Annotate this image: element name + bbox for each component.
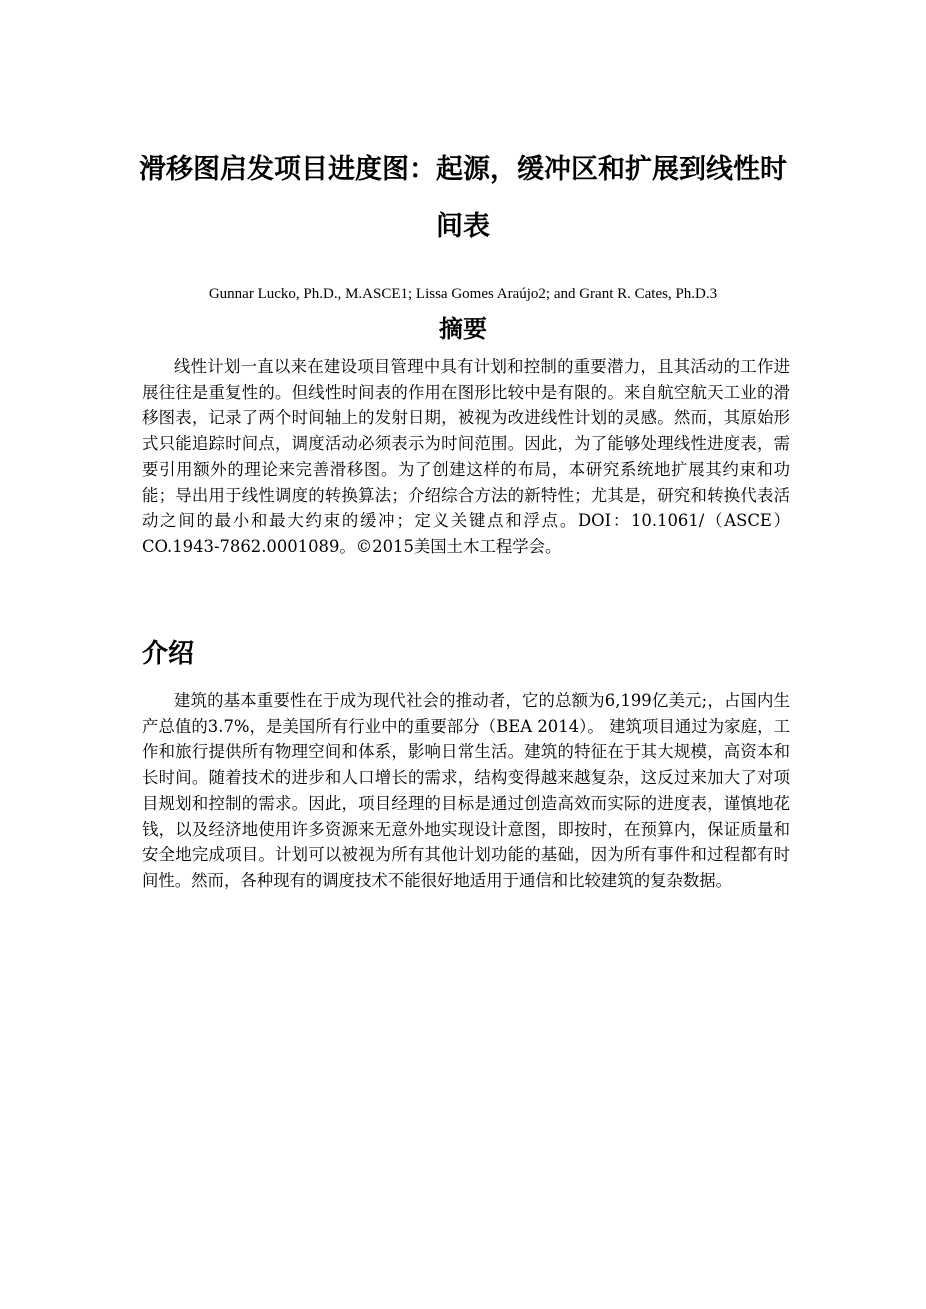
introduction-paragraph: 建筑的基本重要性在于成为现代社会的推动者，它的总额为6,199亿美元;，占国内生产总值的3.7%，是美国所有行业中的重要部分（BEA 2014）。 建筑项目通过为家庭，工作和旅行提供所有物理空间和体系，影响日常生活。建筑的特征在于其大规模，高资本和长时间。随着技术的进步和人口增长的需求，结构变得越来越复杂，这反过来加大了对项目规划和控制的需求。因此，项目经理的目标是通过创造高效而实际的进度表，谨慎地花钱，以及经济地使用许多资源来无意外地实现设计意图，即按时，在预算内，保证质量和安全地完成项目。计划可以被视为所有其他计划功能的基础，因为所有事件和过程都有时间性。然而，各种现有的调度技术不能很好地适用于通信和比较建筑的复杂数据。 bbox=[142, 691, 790, 890]
abstract-paragraph: 线性计划一直以来在建设项目管理中具有计划和控制的重要潜力，且其活动的工作进展往往是重复性的。但线性时间表的作用在图形比较中是有限的。来自航空航天工业的滑移图表，记录了两个时间轴上的发射日期，被视为改进线性计划的灵感。然而，其原始形式只能追踪时间点，调度活动必须表示为时间范围。因此，为了能够处理线性进度表，需要引用额外的理论来完善滑移图。为了创建这样的布局，本研究系统地扩展其约束和功能；导出用于线性调度的转换算法；介绍综合方法的新特性；尤其是，研究和转换代表活动之间的最小和最大约束的缓冲；定义关键点和浮点。DOI：10.1061/（ASCE）CO.1943-7862.0001089。©2015美国土木工程学会。 bbox=[142, 357, 790, 556]
introduction-heading: 介绍 bbox=[142, 639, 195, 669]
author-line: Gunnar Lucko, Ph.D., M.ASCE1; Lissa Gomes Araújo2; and Grant R. Cates, Ph.D.3 bbox=[208, 286, 718, 302]
paper-title: 滑移图启发项目进度图：起源，缓冲区和扩展到线性时间表 bbox=[139, 154, 787, 242]
abstract-heading: 摘要 bbox=[439, 315, 487, 343]
